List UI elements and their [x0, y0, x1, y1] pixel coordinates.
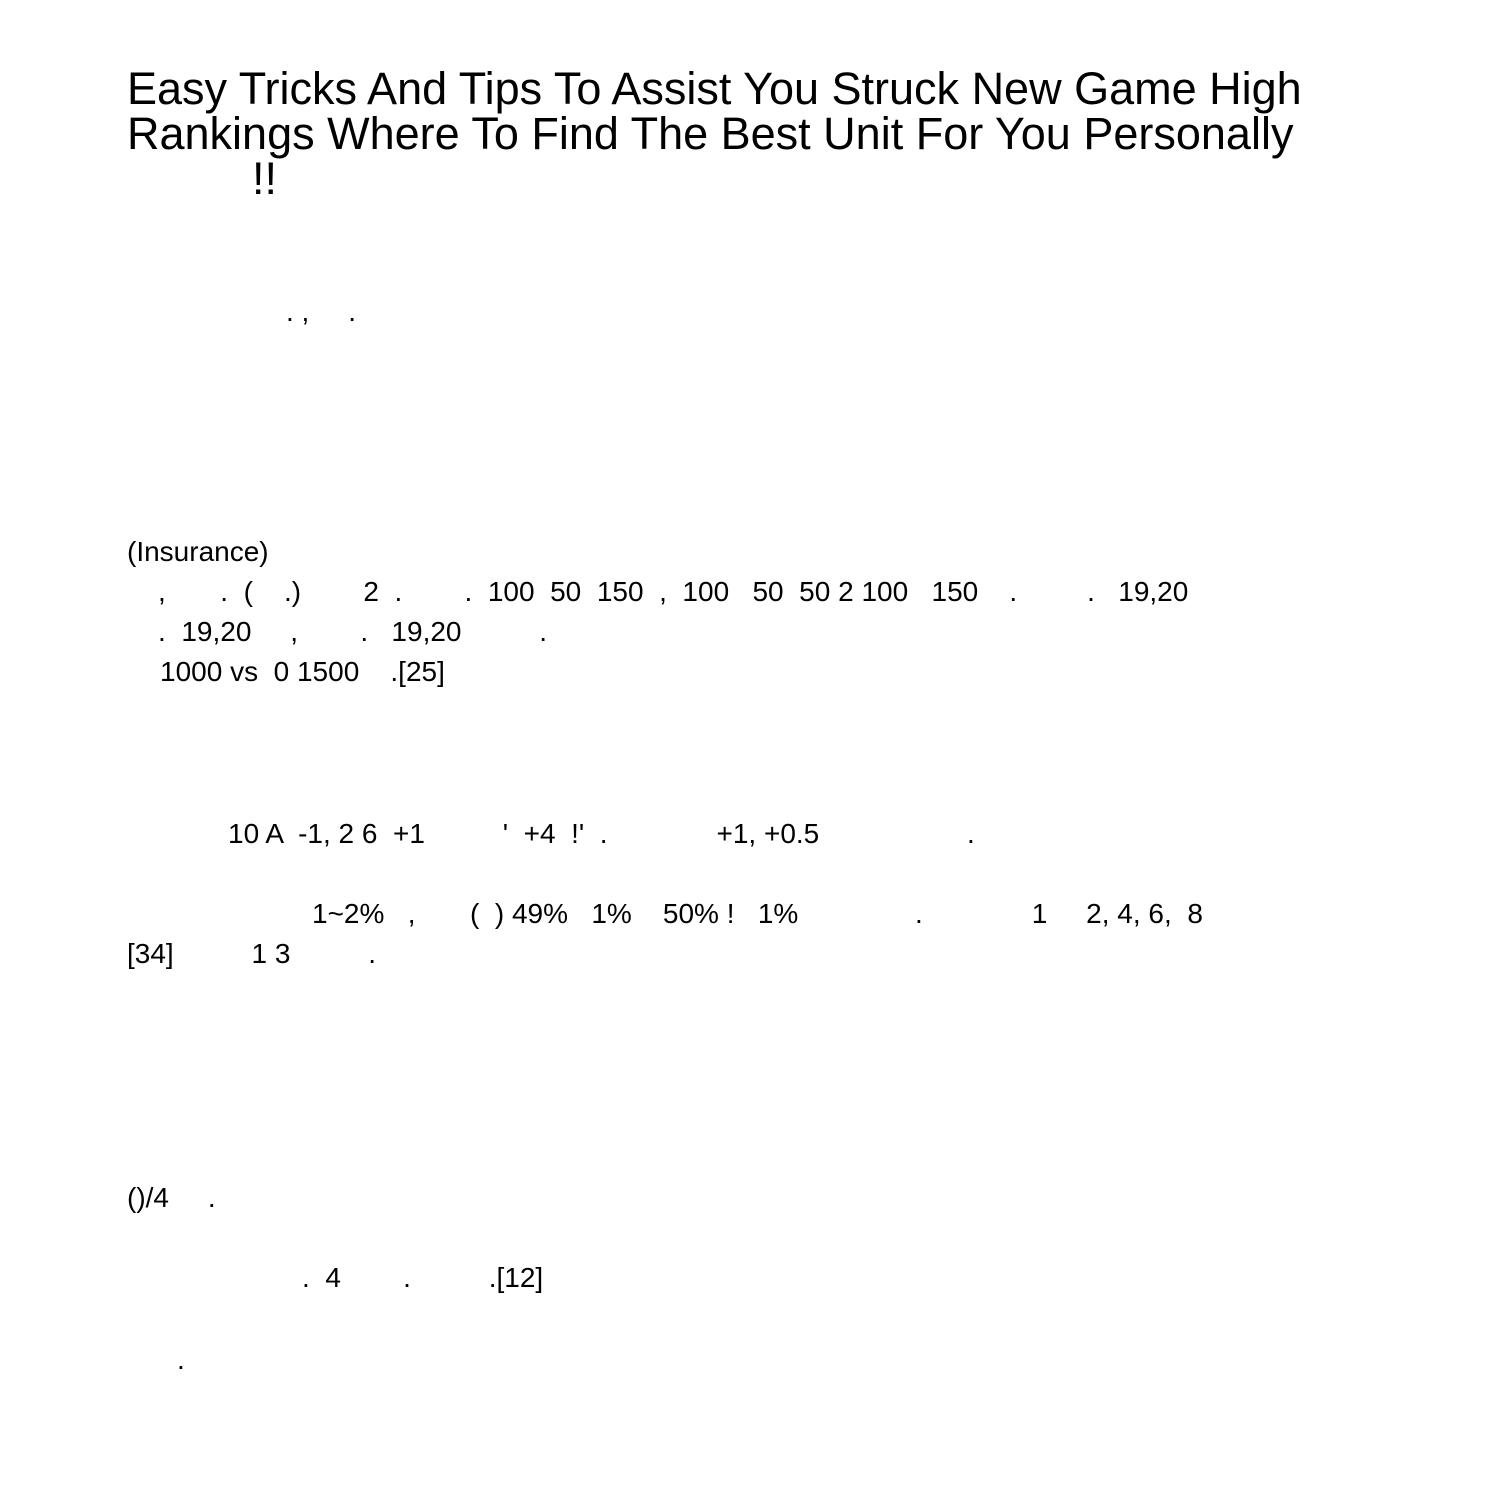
text-line: . , . [286, 296, 357, 327]
title-line-2: Rankings Where To Find The Best Unit For You Personally [127, 108, 1294, 159]
title-line-1: Easy Tricks And Tips To Assist You Struck New Game High [127, 63, 1302, 114]
text-line: . 19,20 , . 19,20 . [158, 616, 548, 647]
text-line: 1000 vs 0 1500 .[25] [160, 656, 445, 687]
text-line: . 4 . .[12] [302, 1262, 544, 1293]
title-line-3: !! [252, 153, 278, 204]
text-line: 1~2% , ( ) 49% 1% 50% ! 1% . 1 2, 4, 6, 8 [312, 898, 1203, 929]
text-line: [34] 1 3 . [127, 938, 376, 969]
document-title [127, 63, 1302, 204]
text-line: 10 A -1, 2 6 +1 ' +4 !' . +1, +0.5 . [228, 818, 975, 849]
text-line: (Insurance) [127, 536, 269, 567]
text-line: . [177, 1344, 185, 1375]
text-line: , . ( .) 2 . . 100 50 150 , 100 50 50 2 100 150 . . 19,20 [158, 576, 1189, 607]
text-line: ()/4 . [127, 1182, 216, 1213]
